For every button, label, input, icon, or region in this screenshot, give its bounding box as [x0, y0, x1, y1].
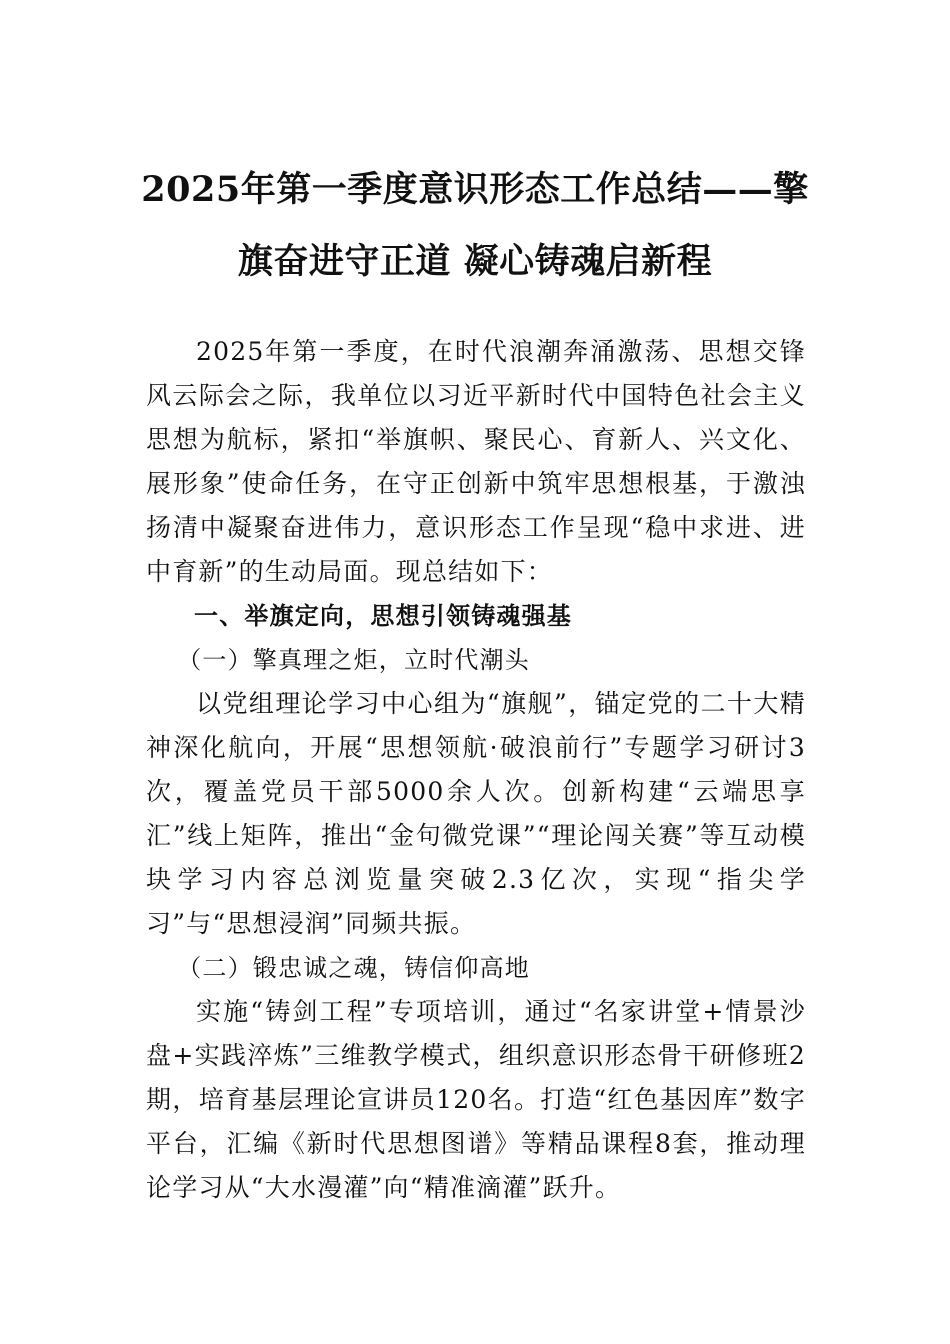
- subsection-paragraph-1: 以党组理论学习中心组为“旗舰”，锚定党的二十大精神深化航向，开展“思想领航·破浪前行”专题学习研讨3次，覆盖党员干部5000余人次。创新构建“云端思享汇”线上矩阵，推出“金句微党课”“理论闯关赛”等互动模块学习内容总浏览量突破2.3亿次，实现“指尖学习”与“思想浸润”同频共振。: [146, 689, 806, 938]
- subsection-heading-2: （二）锻忠诚之魂，铸信仰高地: [177, 954, 530, 982]
- document-body: [146, 330, 806, 1210]
- subsection-heading-1: （一）擎真理之炬，立时代潮头: [177, 646, 530, 674]
- section-heading-1: 一、举旗定向，思想引领铸魂强基: [194, 602, 572, 630]
- document-title: 2025年第一季度意识形态工作总结——擎旗奋进守正道 凝心铸魂启新程: [141, 169, 809, 282]
- subsection-paragraph-2: 实施“铸剑工程”专项培训，通过“名家讲堂+情景沙盘+实践淬炼”三维教学模式，组织意识形态骨干研修班2期，培育基层理论宣讲员120名。打造“红色基因库”数字平台，汇编《新时代思想图谱》等精品课程8套，推动理论学习从“大水漫灌”向“精准滴灌”跃升。: [146, 997, 806, 1202]
- intro-paragraph: 2025年第一季度，在时代浪潮奔涌激荡、思想交锋风云际会之际，我单位以习近平新时代中国特色社会主义思想为航标，紧扣“举旗帜、聚民心、育新人、兴文化、展形象”使命任务，在守正创新中筑牢思想根基，于激浊扬清中凝聚奋进伟力，意识形态工作呈现“稳中求进、进中育新”的生动局面。现总结如下：: [146, 337, 806, 586]
